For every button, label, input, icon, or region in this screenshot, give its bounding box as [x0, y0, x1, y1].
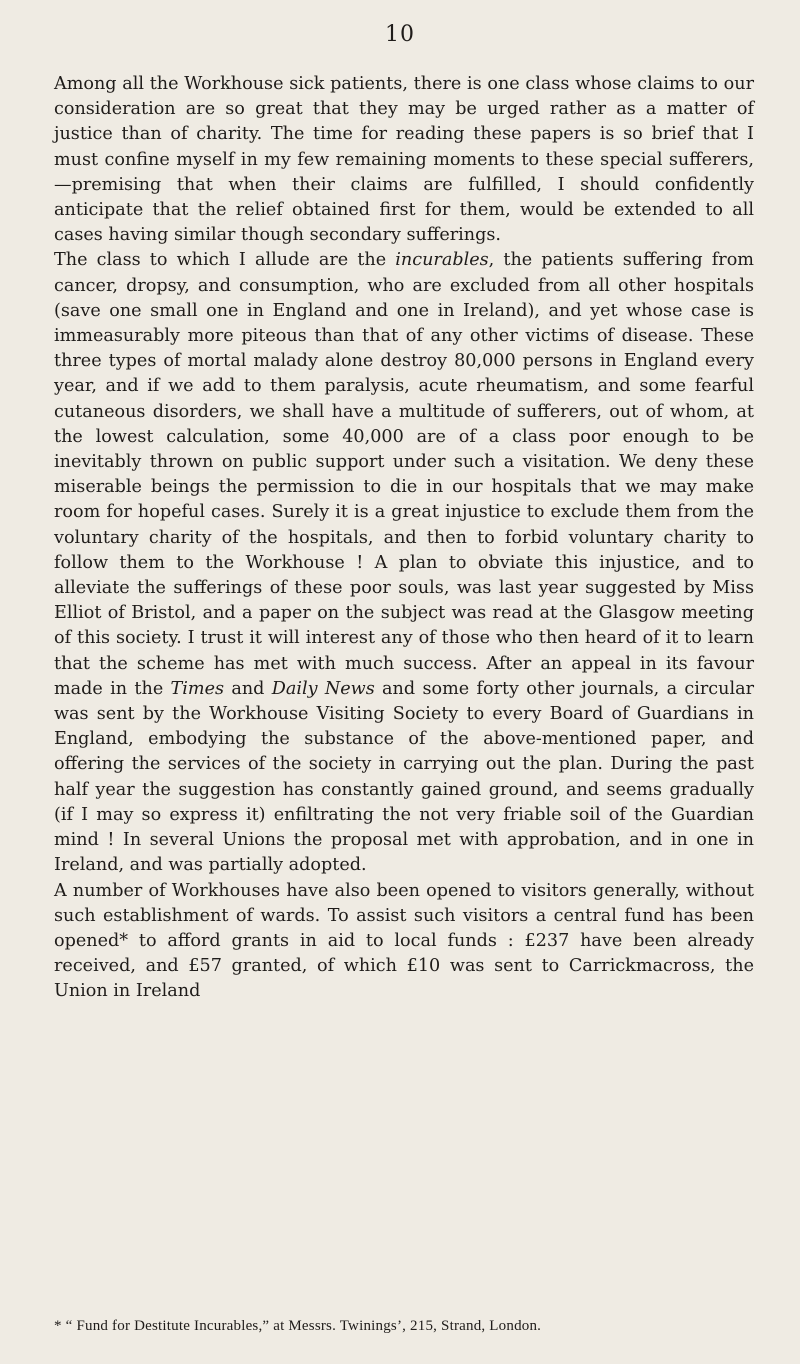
paragraph-2 [54, 248, 754, 878]
paragraph-2-text-d: and some forty other journals, a circular was sent by the Workhouse Visiting Society to every Board of Guardians in England, embodying the substance of the above-mentioned paper, and offering the services of the society in carrying out the plan. During the past half year the suggestion has constantly gained ground, and seems gradually (if I may so express it) enfiltrating the not very friable soil of the Guardian mind ! In several Unions the proposal met with approbation, and in one in Ireland, and was partially adopted. [54, 678, 754, 876]
paragraph-3-text-b: to afford grants in aid to local funds : £237 have been already received, and £57 granted, of which £10 was sent to Carrickmacross, the Union in Ireland [54, 930, 754, 1002]
page-number: 10 [385, 22, 415, 47]
paragraph-2-text-a: The class to which I allude are the [54, 250, 396, 271]
emphasis-times: Times [170, 678, 225, 699]
paragraph-3 [54, 879, 754, 1005]
emphasis-incurables: incurables [395, 250, 489, 271]
footnote: * “ Fund for Destitute Incurables,” at Messrs. Twinings’, 215, Strand, London. [54, 1318, 542, 1334]
paragraph-1-text: Among all the Workhouse sick patients, there is one class whose claims to our consideration are so great that they may be urged rather as a matter of justice than of charity. The time for reading these papers is so brief that I must confine myself in my few remaining moments to these special sufferers,—premising that when their claims are fulfilled, I should confidently anticipate that the relief obtained first for them, would be extended to all cases having similar though secondary sufferings. [54, 74, 754, 246]
paragraph-2-text-b: , the patients suffering from cancer, dropsy, and consumption, who are excluded from all other hospitals (save one small one in England and one in Ireland), and yet whose case is immeasurably more piteous than that of any other victims of disease. These three types of mortal malady alone destroy 80,000 persons in England every year, and if we add to them paralysis, acute rheumatism, and some fearful cutaneous disorders, we shall have a multitude of sufferers, out of whom, at the lowest calculation, some 40,000 are of a class poor enough to be inevitably thrown on public support under such a visitation. We deny these miserable beings the permission to die in our hospitals that we may make room for hopeful cases. Surely it is a great injustice to exclude them from the voluntary charity of the hospitals, and then to forbid voluntary charity to follow them to the Workhouse ! A plan to obviate this injustice, and to alleviate the sufferings of these poor souls, was last year suggested by Miss Elliot of Bristol, and a paper on the subject was read at the Glasgow meeting of this society. I trust it will interest any of those who then heard of it to learn that the scheme has met with much success. After an appeal in its favour made in the [54, 250, 754, 699]
paragraph-2-text-c: and [224, 678, 272, 699]
emphasis-daily-news: Daily News [271, 678, 375, 699]
footnote-marker: * [119, 930, 129, 951]
body-text [54, 72, 754, 1005]
paragraph-1 [54, 72, 754, 248]
paragraph-3-text-a: A number of Workhouses have also been opened to visitors generally, without such establishment of wards. To assist such visitors a central fund has been opened [54, 880, 754, 951]
